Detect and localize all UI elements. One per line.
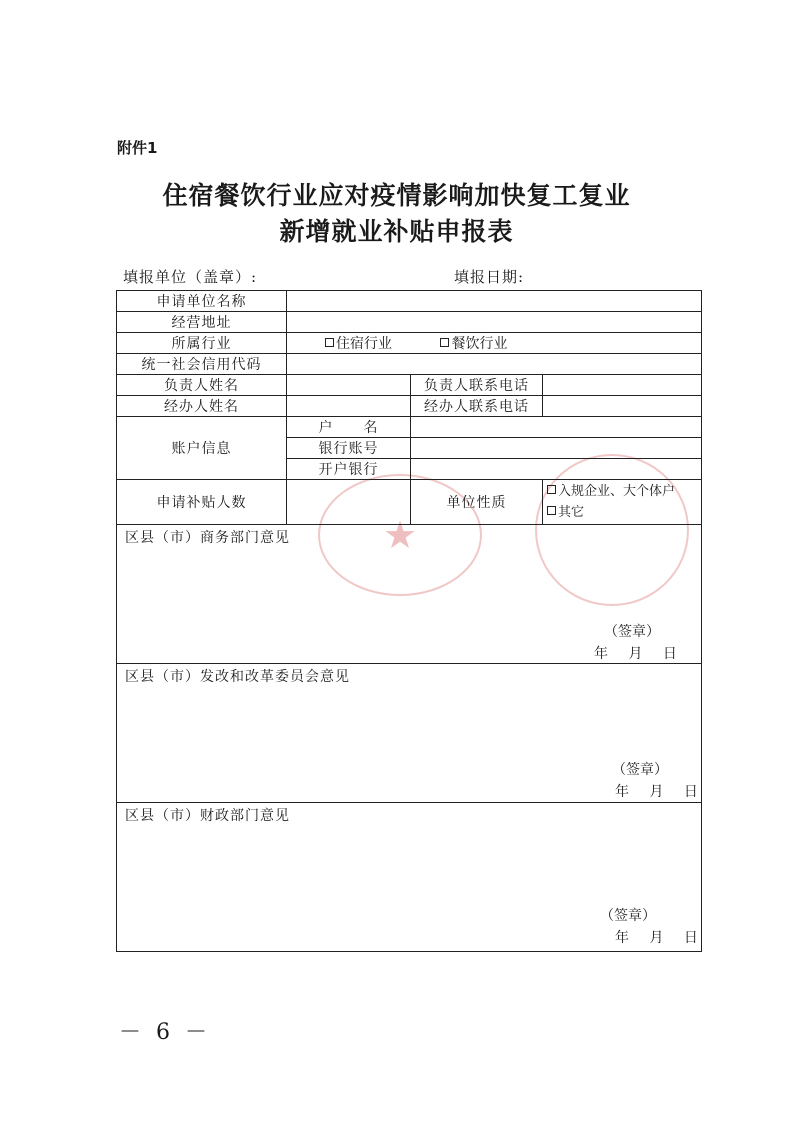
unit-nature-option-other[interactable]: 其它 xyxy=(547,502,697,523)
commerce-opinion-section[interactable] xyxy=(117,525,702,664)
leader-name-label: 负责人姓名 xyxy=(117,375,287,396)
page-number: － 6 － xyxy=(119,1020,211,1045)
handler-phone-field[interactable] xyxy=(543,396,702,417)
table-row xyxy=(117,312,702,333)
leader-phone-field[interactable] xyxy=(543,375,702,396)
bank-field[interactable] xyxy=(411,459,702,480)
industry-options xyxy=(287,333,702,354)
credit-code-field[interactable] xyxy=(287,354,702,375)
table-row xyxy=(117,664,702,803)
commerce-opinion-title: 区县（市）商务部门意见 xyxy=(125,530,290,546)
subsidy-count-label: 申请补贴人数 xyxy=(117,480,287,525)
table-row xyxy=(117,525,702,664)
table-row xyxy=(117,803,702,952)
account-name-field[interactable] xyxy=(411,417,702,438)
ndrc-sign-label: （签章） xyxy=(612,762,668,778)
applicant-name-field[interactable] xyxy=(287,291,702,312)
handler-phone-label: 经办人联系电话 xyxy=(411,396,543,417)
handler-name-field[interactable] xyxy=(287,396,411,417)
account-name-label: 户 名 xyxy=(287,417,411,438)
checkbox-icon[interactable] xyxy=(440,338,449,347)
ndrc-opinion-section[interactable] xyxy=(117,664,702,803)
finance-sign-label: （签章） xyxy=(600,908,656,924)
account-info-label: 账户信息 xyxy=(117,417,287,480)
commerce-date-label: 年 月 日 xyxy=(594,646,679,662)
unit-nature-options xyxy=(543,480,702,525)
industry-label: 所属行业 xyxy=(117,333,287,354)
unit-nature-option-large[interactable]: 入规企业、大个体户 xyxy=(547,481,697,502)
application-form-table xyxy=(116,290,702,952)
finance-opinion-section[interactable] xyxy=(117,803,702,952)
bank-account-label: 银行账号 xyxy=(287,438,411,459)
industry-option-catering[interactable]: 餐饮行业 xyxy=(440,333,507,353)
table-row xyxy=(117,417,702,438)
leader-name-field[interactable] xyxy=(287,375,411,396)
handler-name-label: 经办人姓名 xyxy=(117,396,287,417)
checkbox-icon[interactable] xyxy=(547,506,556,515)
attachment-label: 附件1 xyxy=(117,139,158,157)
table-row xyxy=(117,333,702,354)
commerce-sign-label: （签章） xyxy=(604,624,660,640)
checkbox-icon[interactable] xyxy=(547,485,556,494)
table-row xyxy=(117,291,702,312)
seal-star-icon: ★ xyxy=(382,513,418,557)
bank-label: 开户银行 xyxy=(287,459,411,480)
leader-phone-label: 负责人联系电话 xyxy=(411,375,543,396)
checkbox-icon[interactable] xyxy=(325,338,334,347)
unit-nature-label: 单位性质 xyxy=(411,480,543,525)
bank-account-field[interactable] xyxy=(411,438,702,459)
table-row xyxy=(117,396,702,417)
applicant-name-label: 申请单位名称 xyxy=(117,291,287,312)
subsidy-count-field[interactable] xyxy=(287,480,411,525)
industry-option-lodging[interactable]: 住宿行业 xyxy=(325,333,392,353)
table-row xyxy=(117,480,702,525)
address-field[interactable] xyxy=(287,312,702,333)
finance-opinion-title: 区县（市）财政部门意见 xyxy=(125,808,290,824)
finance-date-label: 年 月 日 xyxy=(615,930,700,946)
document-title-line1: 住宿餐饮行业应对疫情影响加快复工复业 xyxy=(162,181,631,210)
ndrc-date-label: 年 月 日 xyxy=(615,784,700,800)
table-row xyxy=(117,354,702,375)
fill-date-label: 填报日期: xyxy=(454,268,525,286)
document-title-line2: 新增就业补贴申报表 xyxy=(279,217,514,246)
fill-unit-label: 填报单位（盖章）: xyxy=(123,268,258,286)
table-row xyxy=(117,375,702,396)
credit-code-label: 统一社会信用代码 xyxy=(117,354,287,375)
ndrc-opinion-title: 区县（市）发改和改革委员会意见 xyxy=(125,669,350,685)
address-label: 经营地址 xyxy=(117,312,287,333)
